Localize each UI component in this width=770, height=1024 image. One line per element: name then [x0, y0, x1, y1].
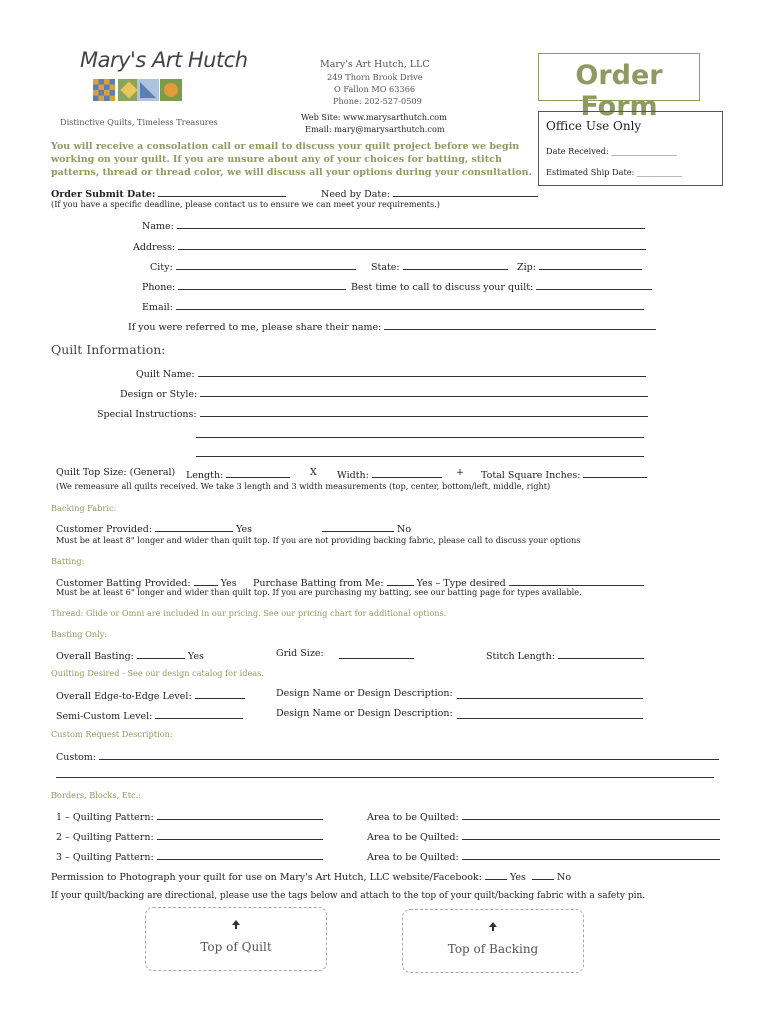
thread-note: Thread: Glide or Omni are included in our pricing. See our pricing chart for additional options.: [51, 608, 447, 618]
permission-row: [51, 869, 571, 883]
stitch-length-input[interactable]: [558, 648, 644, 659]
overall-basting-label: Overall Basting:: [56, 651, 134, 662]
phone-label: Phone:: [142, 282, 176, 293]
overall-basting-input[interactable]: [137, 648, 185, 659]
top-of-backing-label: Top of Backing: [447, 942, 539, 956]
width-label: Width:: [337, 470, 369, 481]
overall-basting-row: [56, 648, 204, 662]
zip-input[interactable]: [539, 259, 642, 270]
border-area-row: [367, 849, 720, 863]
design-label: Design or Style:: [120, 389, 198, 400]
length-row: [186, 467, 290, 481]
zip-label: Zip:: [517, 262, 536, 273]
total-square-inches-row: [481, 467, 647, 481]
consult-line: You will receive a consolation call or email to discuss your quilt project before we begin: [51, 141, 520, 152]
batting-heading: Batting:: [51, 556, 85, 566]
batting-customer-label: Customer Batting Provided:: [56, 578, 191, 589]
semi-design-label: Design Name or Design Description:: [276, 708, 453, 719]
custom-heading: Custom Request Description:: [51, 729, 173, 739]
phone-row: [142, 279, 346, 293]
up-arrow-icon: [232, 920, 240, 925]
e2e-row: [56, 688, 245, 702]
city-label: City:: [150, 262, 173, 273]
best-time-input[interactable]: [536, 279, 652, 290]
basting-heading: Basting Only:: [51, 629, 108, 639]
company-phone: Phone: 202-527-0509: [333, 96, 422, 106]
permission-yes-input[interactable]: [485, 869, 507, 880]
referred-row: [128, 319, 656, 333]
batting-customer-input[interactable]: [194, 575, 218, 586]
address-label: Address:: [133, 242, 176, 253]
permission-no-label: No: [557, 872, 572, 883]
border-pattern-row: [56, 829, 323, 843]
backing-yes-input[interactable]: [155, 521, 233, 532]
remeasure-note: (We remeasure all quilts received. We take 3 length and 3 width measurements (top, center, bottom/left, middle, right): [56, 481, 551, 491]
custom-input[interactable]: [99, 749, 719, 760]
need-by-date-input[interactable]: [393, 186, 538, 197]
top-of-quilt-tag: [145, 907, 327, 971]
company-website: Web Site: www.marysarthutch.com: [301, 112, 447, 122]
city-row: [150, 259, 356, 273]
special-instructions-line-3[interactable]: [196, 446, 644, 457]
batting-note: Must be at least 6" longer and wider than quilt top. If you are purchasing my batting, see our batting page for types available.: [56, 587, 582, 597]
need-by-date-row: [321, 186, 538, 200]
name-input[interactable]: [177, 218, 645, 229]
company-name: Mary's Art Hutch, LLC: [320, 59, 430, 70]
semi-label: Semi-Custom Level:: [56, 711, 153, 722]
backing-yes-label: Yes: [236, 524, 253, 535]
border-area-label: Area to be Quilted:: [367, 812, 459, 823]
referred-input[interactable]: [384, 319, 656, 330]
border-area-label: Area to be Quilted:: [367, 832, 459, 843]
email-row: [142, 299, 644, 313]
border-area-row: [367, 809, 720, 823]
semi-row: [56, 708, 243, 722]
permission-yes-label: Yes: [509, 872, 526, 883]
company-address1: 249 Thorn Brook Drive: [327, 72, 423, 82]
best-time-row: [351, 279, 652, 293]
e2e-input[interactable]: [195, 688, 245, 699]
border-pattern-label: 1 – Quilting Pattern:: [56, 812, 154, 823]
state-row: [371, 259, 508, 273]
special-instructions-row: [97, 406, 648, 420]
consult-line: patterns, thread or thread color, we will discuss all your options during your consultation.: [51, 167, 532, 178]
phone-input[interactable]: [178, 279, 346, 290]
width-input[interactable]: [372, 467, 442, 478]
batting-type-label: Yes – Type desired: [416, 578, 506, 589]
border-pattern-label: 2 – Quilting Pattern:: [56, 832, 154, 843]
total-square-inches-label: Total Square Inches:: [481, 470, 581, 481]
order-submit-date-row: [51, 186, 286, 200]
length-label: Length:: [186, 470, 224, 481]
quilt-info-heading: Quilt Information:: [51, 342, 166, 357]
name-label: Name:: [142, 221, 174, 232]
special-instructions-input[interactable]: [200, 406, 648, 417]
backing-customer-label: Customer Provided:: [56, 524, 153, 535]
page-title: Order Form: [575, 60, 663, 122]
border-pattern-input[interactable]: [157, 849, 323, 860]
custom-line-2[interactable]: [56, 767, 714, 778]
border-pattern-input[interactable]: [157, 809, 323, 820]
border-area-input[interactable]: [462, 809, 720, 820]
best-time-label: Best time to call to discuss your quilt:: [351, 282, 534, 293]
borders-heading: Borders, Blocks, Etc.:: [51, 790, 141, 800]
border-pattern-row: [56, 849, 323, 863]
stitch-length-label: Stitch Length:: [486, 651, 555, 662]
border-pattern-label: 3 – Quilting Pattern:: [56, 852, 154, 863]
backing-no-row: [322, 521, 411, 535]
zip-row: [517, 259, 642, 273]
grid-size-label: Grid Size:: [276, 648, 324, 659]
semi-design-input[interactable]: [457, 708, 643, 719]
deadline-note: (If you have a specific deadline, please contact us to ensure we can meet your requirements.): [51, 199, 440, 209]
quilt-name-input[interactable]: [198, 366, 646, 377]
state-label: State:: [371, 262, 400, 273]
batting-customer-yes-label: Yes: [220, 578, 237, 589]
quilt-block-icon: [160, 79, 182, 101]
quilt-block-icon: [137, 79, 159, 101]
border-pattern-row: [56, 809, 323, 823]
border-area-row: [367, 829, 720, 843]
city-input[interactable]: [176, 259, 356, 270]
name-row: [142, 218, 645, 232]
border-area-label: Area to be Quilted:: [367, 852, 459, 863]
grid-size-input[interactable]: [339, 648, 414, 659]
quilt-name-label: Quilt Name:: [136, 369, 195, 380]
logo-wordmark: Mary's Art Hutch: [80, 48, 248, 72]
state-input[interactable]: [403, 259, 508, 270]
plus-sign: +: [456, 467, 464, 478]
order-form-title-box: [538, 53, 700, 122]
estimated-ship-date-field[interactable]: Estimated Ship Date: ___________: [546, 167, 683, 177]
border-area-input[interactable]: [462, 849, 720, 860]
company-address2: O Fallon MO 63366: [334, 84, 416, 94]
border-pattern-input[interactable]: [157, 829, 323, 840]
backing-heading: Backing Fabric:: [51, 503, 117, 513]
top-of-quilt-label: Top of Quilt: [200, 940, 272, 954]
backing-no-label: No: [397, 524, 412, 535]
address-input[interactable]: [178, 239, 646, 250]
referred-label: If you were referred to me, please share their name:: [128, 322, 382, 333]
e2e-label: Overall Edge-to-Edge Level:: [56, 691, 192, 702]
special-instructions-label: Special Instructions:: [97, 409, 197, 420]
design-row: [120, 386, 648, 400]
office-use-box: [538, 111, 723, 186]
backing-customer-row: [56, 521, 252, 535]
up-arrow-icon: [235, 925, 237, 929]
backing-note: Must be at least 8" longer and wider than quilt top. If you are not providing backing fabric, please call to discuss your options: [56, 535, 581, 545]
e2e-design-input[interactable]: [457, 688, 643, 699]
logo-tagline: Distinctive Quilts, Timeless Treasures: [60, 117, 218, 127]
quilt-block-icon: [93, 79, 115, 101]
consult-line: working on your quilt. If you are unsure about any of your choices for batting, stitch: [51, 154, 502, 165]
batting-purchase-input[interactable]: [387, 575, 414, 586]
up-arrow-icon: [492, 927, 494, 931]
order-submit-date-label: Order Submit Date:: [51, 189, 156, 200]
e2e-design-label: Design Name or Design Description:: [276, 688, 453, 699]
length-input[interactable]: [226, 467, 290, 478]
semi-input[interactable]: [155, 708, 243, 719]
quilt-name-row: [136, 366, 646, 380]
top-of-backing-tag: [402, 909, 584, 973]
up-arrow-icon: [489, 922, 497, 927]
times-sign: X: [310, 467, 317, 478]
date-received-field[interactable]: Date Received: ________________: [546, 146, 677, 156]
batting-purchase-label: Purchase Batting from Me:: [253, 578, 384, 589]
custom-label: Custom:: [56, 752, 97, 763]
special-instructions-line-2[interactable]: [196, 427, 644, 438]
stitch-length-row: [486, 648, 644, 662]
permission-no-input[interactable]: [532, 869, 554, 880]
permission-label: Permission to Photograph your quilt for use on Mary's Art Hutch, LLC website/Facebook:: [51, 872, 482, 883]
need-by-date-label: Need by Date:: [321, 189, 391, 200]
border-area-input[interactable]: [462, 829, 720, 840]
backing-no-input[interactable]: [322, 521, 394, 532]
address-row: [133, 239, 646, 253]
width-row: [337, 467, 442, 481]
total-square-inches-input[interactable]: [583, 467, 647, 478]
custom-row: [56, 749, 719, 763]
batting-type-input[interactable]: [509, 575, 644, 586]
quilt-top-size-label: Quilt Top Size: (General): [56, 467, 176, 478]
quilting-heading: Quilting Desired - See our design catalog for ideas.: [51, 668, 264, 678]
office-heading: Office Use Only: [546, 119, 642, 133]
email-input[interactable]: [176, 299, 644, 310]
email-label: Email:: [142, 302, 173, 313]
design-input[interactable]: [200, 386, 648, 397]
directional-note: If your quilt/backing are directional, please use the tags below and attach to the top of your quilt/backing fabric with a safety pin.: [51, 891, 646, 901]
company-email: Email: mary@marysarthutch.com: [305, 124, 445, 134]
order-submit-date-input[interactable]: [158, 186, 286, 197]
overall-basting-yes-label: Yes: [187, 651, 204, 662]
